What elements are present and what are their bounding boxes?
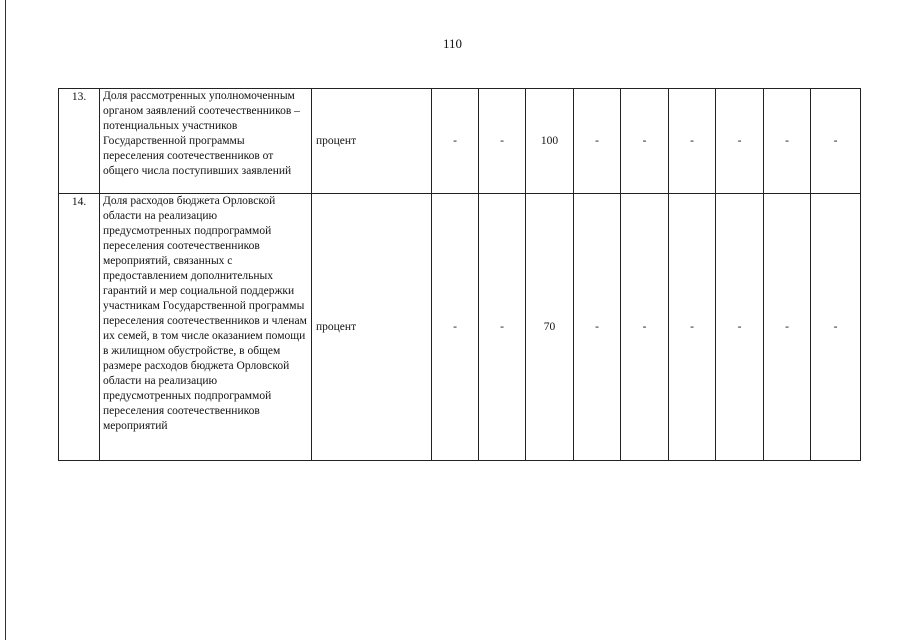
- value-cell: -: [716, 194, 764, 461]
- value-cell: -: [432, 89, 479, 194]
- page-number: 110: [442, 36, 463, 51]
- value-cell: -: [669, 89, 716, 194]
- indicator-name: Доля рассмотренных уполномоченным органом заявлений соотечественников – потенциальных участников Государственной программы переселения соотечественников от общего числа поступивших заявлений: [100, 89, 312, 194]
- indicators-table: [58, 88, 861, 461]
- value-cell: -: [479, 194, 526, 461]
- value-cell: 70: [526, 194, 574, 461]
- table-row: [59, 89, 861, 194]
- table-row: [59, 194, 861, 461]
- value-cell: -: [811, 194, 861, 461]
- row-number: 14.: [59, 194, 100, 461]
- value-cell: -: [432, 194, 479, 461]
- value-cell: -: [574, 89, 621, 194]
- value-cell: 100: [526, 89, 574, 194]
- value-cell: -: [669, 194, 716, 461]
- value-cell: -: [621, 89, 669, 194]
- value-cell: -: [574, 194, 621, 461]
- page-left-border: [5, 0, 6, 640]
- row-number: 13.: [59, 89, 100, 194]
- unit-cell: процент: [312, 89, 432, 194]
- value-cell: -: [764, 89, 811, 194]
- value-cell: -: [716, 89, 764, 194]
- value-cell: -: [479, 89, 526, 194]
- indicator-name: Доля расходов бюджета Орловской области на реализацию предусмотренных подпрограммой переселения соотечественников мероприятий, связанных с предоставлением дополнительных гарантий и мер социальной поддержки участникам Государственной программы переселения соотечественников и членам их семей, в том числе оказанием помощи в жилищном обустройстве, в общем размере расходов бюджета Орловской области на реализацию предусмотренных подпрограммой переселения соотечественников мероприятий: [100, 194, 312, 461]
- value-cell: -: [811, 89, 861, 194]
- value-cell: -: [621, 194, 669, 461]
- unit-cell: процент: [312, 194, 432, 461]
- value-cell: -: [764, 194, 811, 461]
